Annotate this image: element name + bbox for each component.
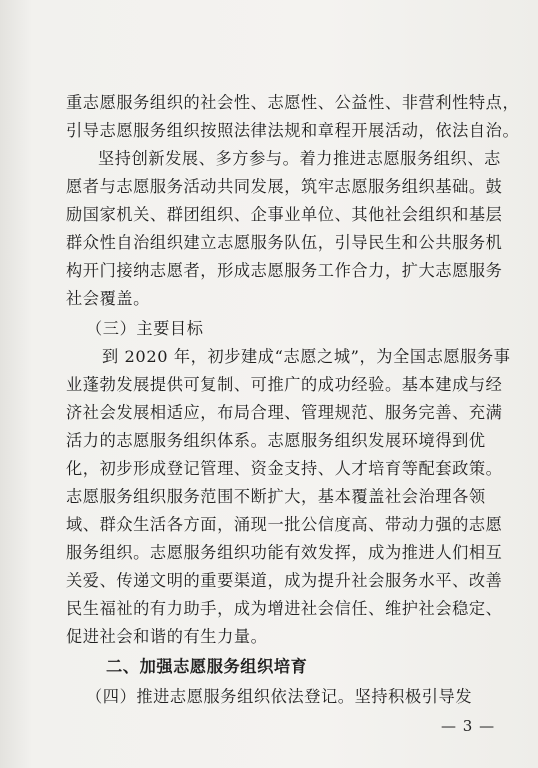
text-line: 构开门接纳志愿者，形成志愿服务工作合力，扩大志愿服务 (66, 261, 503, 280)
text-line: 群众性自治组织建立志愿服务队伍，引导民生和公共服务机 (66, 233, 503, 252)
section-subheading: （三）主要目标 (86, 319, 204, 338)
text-line: 服务组织。志愿服务组织功能有效发挥，成为推进人们相互 (66, 543, 503, 562)
text-line: （四）推进志愿服务组织依法登记。坚持积极引导发 (86, 687, 473, 706)
text-line: 促进社会和谐的有生力量。 (66, 627, 268, 646)
text-line: 志愿服务组织服务范围不断扩大，基本覆盖社会治理各领 (66, 487, 486, 506)
text-line: 重志愿服务组织的社会性、志愿性、公益性、非营利性特点， (66, 93, 520, 112)
text-line: 济社会发展相适应，布局合理、管理规范、服务完善、充满 (66, 403, 503, 422)
text-line: 域、群众生活各方面，涌现一批公信度高、带动力强的志愿 (66, 515, 503, 534)
section-heading: 二、加强志愿服务组织培育 (106, 657, 308, 676)
text-line: 业蓬勃发展提供可复制、可推广的成功经验。基本建成与经 (66, 375, 503, 394)
text-line: 关爱、传递文明的重要渠道，成为提升社会服务水平、改善 (66, 571, 503, 590)
text-line: 化，初步形成登记管理、资金支持、人才培育等配套政策。 (66, 459, 503, 478)
text-line: 引导志愿服务组织按照法律法规和章程开展活动，依法自治。 (66, 121, 520, 140)
text-line: 愿者与志愿服务活动共同发展，筑牢志愿服务组织基础。鼓 (66, 177, 503, 196)
text-line: 活力的志愿服务组织体系。志愿服务组织发展环境得到优 (66, 431, 486, 450)
page-number: — 3 — (441, 717, 496, 735)
text-line: 到 2020 年，初步建成“志愿之城”，为全国志愿服务事 (102, 347, 511, 366)
text-line: 坚持创新发展、多方参与。着力推进志愿服务组织、志 (98, 149, 501, 168)
text-line: 励国家机关、群团组织、企事业单位、其他社会组织和基层 (66, 205, 503, 224)
text-line: 民生福祉的有力助手，成为增进社会信任、维护社会稳定、 (66, 599, 503, 618)
text-line: 社会覆盖。 (66, 289, 150, 308)
